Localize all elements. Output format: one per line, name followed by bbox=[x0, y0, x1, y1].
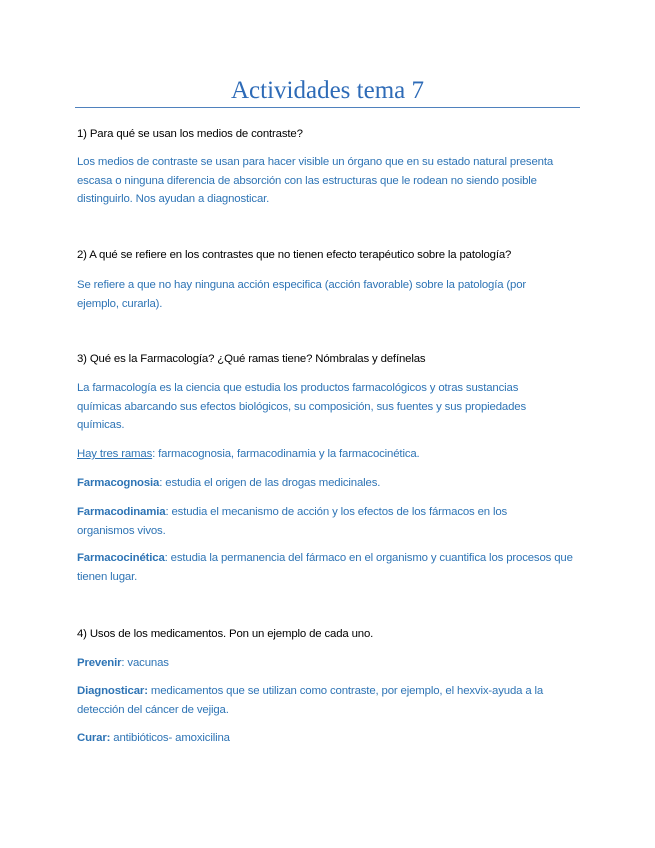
curar-term: Curar: bbox=[77, 732, 111, 744]
answer-2: Se refiere a que no hay ninguna acción especifica (acción favorable) sobre la patología (por ejemplo, curarla). bbox=[77, 279, 527, 310]
document-title: Actividades tema 7 bbox=[231, 77, 424, 104]
curar-example: antibióticos- amoxicilina bbox=[110, 732, 230, 744]
answer-4-prevenir bbox=[77, 654, 582, 673]
farmacodinamia-definition: : estudia el mecanismo de acción y los efectos de los fármacos en los organismos vivos. bbox=[77, 506, 508, 537]
prevenir-term: Prevenir bbox=[77, 657, 122, 669]
farmacocinetica-term: Farmacocinética bbox=[77, 552, 165, 564]
farmacognosia-definition: : estudia el origen de las drogas medicinales. bbox=[159, 477, 381, 489]
answer-1: Los medios de contraste se usan para hacer visible un órgano que en su estado natural presenta escasa o ninguna diferencia de absorción con las estructuras que le rodean no siendo posible distinguirlo. Nos ayudan a diagnosticar. bbox=[77, 156, 554, 205]
answer-3-branches bbox=[77, 445, 582, 464]
answer-4-diagnosticar bbox=[77, 682, 582, 719]
branches-label: Hay tres ramas bbox=[77, 448, 153, 460]
farmacognosia-term: Farmacognosia bbox=[77, 477, 160, 489]
farmacocinetica-definition: : estudia la permanencia del fármaco en el organismo y cuantifica los procesos que tienen lugar. bbox=[77, 552, 573, 583]
diagnosticar-term: Diagnosticar: bbox=[77, 685, 148, 697]
branches-list: : farmacognosia, farmacodinamia y la farmacocinética. bbox=[152, 448, 420, 460]
answer-4-curar bbox=[77, 729, 582, 748]
question-3: 3) Qué es la Farmacología? ¿Qué ramas tiene? Nómbralas y defínelas bbox=[77, 353, 426, 365]
diagnosticar-example: medicamentos que se utilizan como contraste, por ejemplo, el hexvix-ayuda a la detección del cáncer de vejiga. bbox=[77, 685, 544, 716]
answer-3-farmacocinetica bbox=[77, 549, 587, 586]
question-4: 4) Usos de los medicamentos. Pon un ejemplo de cada uno. bbox=[77, 628, 374, 640]
answer-3-farmacognosia bbox=[77, 474, 582, 493]
farmacodinamia-term: Farmacodinamia bbox=[77, 506, 166, 518]
answer-3-definition: La farmacología es la ciencia que estudia los productos farmacológicos y otras sustancias químicas abarcando sus efectos biológicos, su composición, sus fuentes y sus propiedades químicas. bbox=[77, 382, 527, 431]
prevenir-example: : vacunas bbox=[121, 657, 169, 669]
title-underline bbox=[75, 107, 580, 108]
answer-3-farmacodinamia bbox=[77, 503, 552, 540]
question-1: 1) Para qué se usan los medios de contraste? bbox=[77, 128, 303, 140]
question-2: 2) A qué se refiere en los contrastes que no tienen efecto terapéutico sobre la patología? bbox=[77, 249, 512, 261]
